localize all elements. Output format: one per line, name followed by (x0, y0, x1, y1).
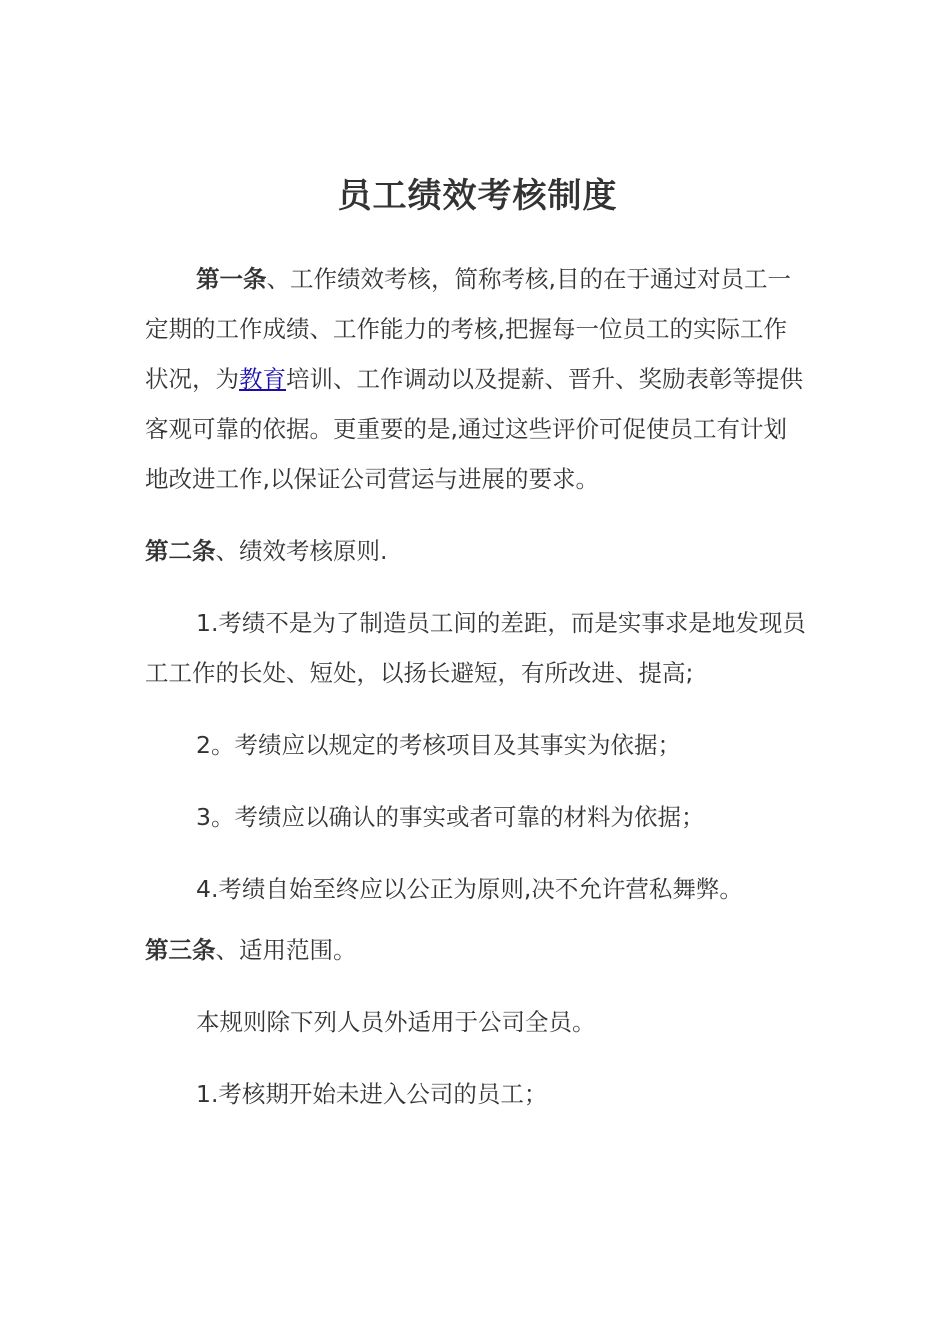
document-page (145, 168, 810, 1119)
article-2-text: 、绩效考核原则. (215, 537, 388, 565)
article-2-item-2: 2。考绩应以规定的考核项目及其事实为依据； (196, 731, 681, 759)
article-3-text: 、适用范围。 (215, 936, 357, 964)
article-2-item-1: 1.考绩不是为了制造员工间的差距，而是实事求是地发现员工工作的长处、短处，以扬长避短，有所改进、提高; (145, 609, 806, 687)
article-3-intro: 本规则除下列人员外适用于公司全员。 (196, 1008, 596, 1036)
article-2-label: 第二条 (145, 537, 216, 565)
article-2-item-4: 4.考绩自始至终应以公正为原则,决不允许营私舞弊。 (196, 875, 743, 903)
article-2-item-3: 3。考绩应以确认的事实或者可靠的材料为依据； (196, 803, 705, 831)
article-3-item-1: 1.考核期开始未进入公司的员工； (196, 1080, 548, 1108)
article-3-heading (145, 925, 810, 975)
article-1-text-b: 培训、工作调动以及提薪、晋升、奖励表彰等提供客观可靠的依据。更重要的是,通过这些评价可促使员工有计划地改进工作,以保证公司营运与进展的要求。 (145, 365, 803, 493)
article-2-heading (145, 526, 810, 576)
article-3-label: 第三条 (145, 936, 216, 964)
article-1-paragraph (145, 254, 810, 504)
document-title: 员工绩效考核制度 (337, 176, 618, 216)
education-link[interactable]: 教育 (239, 365, 286, 393)
article-1-label: 第一条 (196, 265, 267, 293)
article-1-text-a: 、工作绩效考核，简称考核,目的在于通过对员工一定期的工作成绩、工作能力的考核,把握每一位员工的实际工作状况，为 (145, 265, 791, 393)
